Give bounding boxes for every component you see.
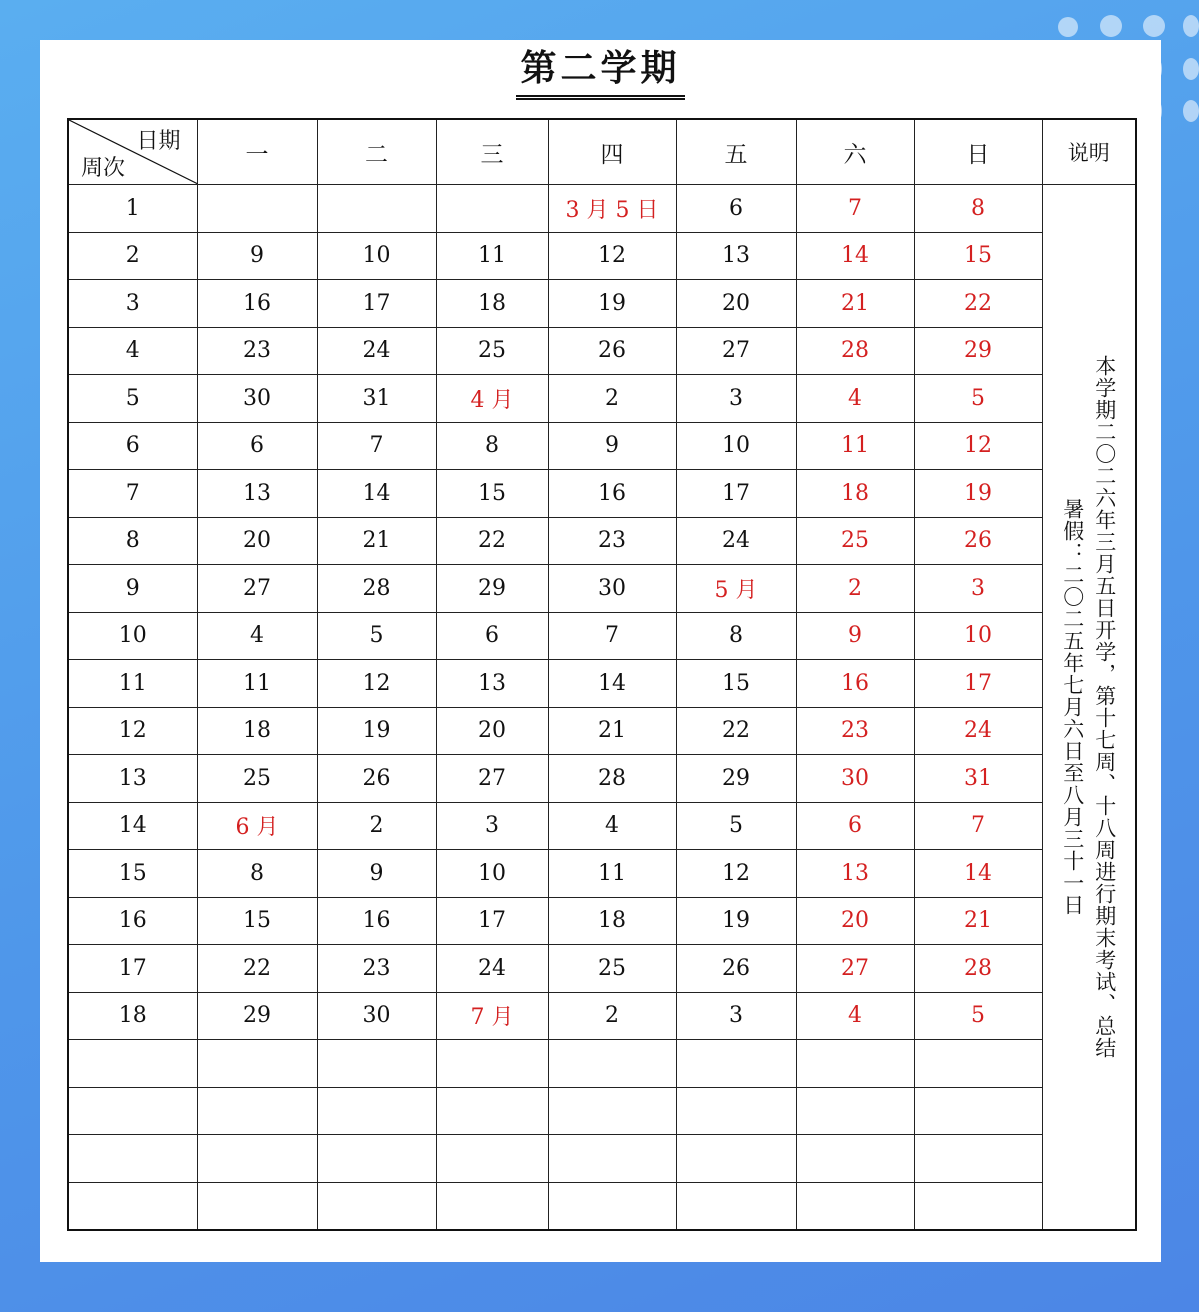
week-row — [68, 185, 1136, 233]
day-cell: 30 — [796, 755, 914, 803]
day-cell: 14 — [796, 232, 914, 280]
empty-cell — [197, 1040, 317, 1088]
day-cell: 30 — [317, 992, 436, 1040]
empty-cell — [197, 1087, 317, 1135]
day-cell: 26 — [676, 945, 796, 993]
day-cell: 13 — [676, 232, 796, 280]
empty-cell — [317, 1135, 436, 1183]
day-cell: 8 — [436, 422, 548, 470]
day-cell: 16 — [317, 897, 436, 945]
day-cell: 29 — [436, 565, 548, 613]
calendar-body — [68, 185, 1136, 1231]
day-cell: 30 — [548, 565, 676, 613]
empty-cell — [436, 1135, 548, 1183]
day-cell: 14 — [548, 660, 676, 708]
day-cell: 16 — [197, 280, 317, 328]
empty-cell — [676, 1040, 796, 1088]
day-cell: 12 — [548, 232, 676, 280]
day-cell: 5 — [914, 375, 1042, 423]
empty-cell — [68, 1182, 197, 1230]
day-cell: 17 — [317, 280, 436, 328]
day-cell: 24 — [914, 707, 1042, 755]
day-cell — [436, 185, 548, 233]
day-cell: 26 — [914, 517, 1042, 565]
week-number: 10 — [68, 612, 197, 660]
week-row — [68, 897, 1136, 945]
day-cell: 11 — [436, 232, 548, 280]
day-cell: 16 — [548, 470, 676, 518]
day-cell: 29 — [197, 992, 317, 1040]
note-text-block — [1043, 207, 1136, 1207]
day-header-sat: 六 — [796, 119, 914, 185]
day-cell: 8 — [676, 612, 796, 660]
day-cell: 15 — [914, 232, 1042, 280]
day-cell: 27 — [676, 327, 796, 375]
day-cell: 15 — [436, 470, 548, 518]
week-row — [68, 422, 1136, 470]
empty-cell — [548, 1040, 676, 1088]
day-cell: 6 — [436, 612, 548, 660]
week-row — [68, 802, 1136, 850]
week-number: 14 — [68, 802, 197, 850]
day-cell: 28 — [914, 945, 1042, 993]
empty-cell — [317, 1040, 436, 1088]
week-number: 7 — [68, 470, 197, 518]
day-cell: 10 — [914, 612, 1042, 660]
day-cell: 4 — [548, 802, 676, 850]
day-cell: 8 — [914, 185, 1042, 233]
day-cell: 4 月 — [436, 375, 548, 423]
day-cell: 2 — [548, 992, 676, 1040]
week-row — [68, 470, 1136, 518]
week-number: 12 — [68, 707, 197, 755]
empty-cell — [676, 1182, 796, 1230]
day-cell: 9 — [197, 232, 317, 280]
day-cell: 2 — [548, 375, 676, 423]
day-cell: 28 — [796, 327, 914, 375]
corner-week-label: 周次 — [81, 156, 126, 181]
empty-row — [68, 1135, 1136, 1183]
day-cell: 22 — [914, 280, 1042, 328]
day-cell: 24 — [317, 327, 436, 375]
day-cell: 19 — [676, 897, 796, 945]
day-header-thu: 四 — [548, 119, 676, 185]
day-cell: 7 — [796, 185, 914, 233]
day-cell: 19 — [914, 470, 1042, 518]
day-cell: 5 月 — [676, 565, 796, 613]
day-cell: 16 — [796, 660, 914, 708]
empty-cell — [914, 1087, 1042, 1135]
day-cell: 7 — [548, 612, 676, 660]
day-cell: 11 — [796, 422, 914, 470]
day-cell: 21 — [914, 897, 1042, 945]
week-number: 17 — [68, 945, 197, 993]
week-number: 2 — [68, 232, 197, 280]
day-header-sun: 日 — [914, 119, 1042, 185]
empty-cell — [914, 1135, 1042, 1183]
day-cell: 11 — [548, 850, 676, 898]
day-cell: 27 — [436, 755, 548, 803]
day-cell: 31 — [914, 755, 1042, 803]
day-cell: 12 — [676, 850, 796, 898]
empty-row — [68, 1182, 1136, 1230]
day-header-mon: 一 — [197, 119, 317, 185]
week-row — [68, 850, 1136, 898]
week-row — [68, 565, 1136, 613]
day-cell: 18 — [197, 707, 317, 755]
day-cell: 18 — [436, 280, 548, 328]
day-cell: 25 — [436, 327, 548, 375]
calendar-sheet — [40, 40, 1161, 1262]
day-cell: 28 — [317, 565, 436, 613]
day-cell: 4 — [197, 612, 317, 660]
empty-cell — [548, 1135, 676, 1183]
day-cell: 12 — [317, 660, 436, 708]
empty-cell — [436, 1087, 548, 1135]
week-number: 18 — [68, 992, 197, 1040]
day-cell: 5 — [914, 992, 1042, 1040]
day-cell: 23 — [548, 517, 676, 565]
day-cell: 5 — [317, 612, 436, 660]
week-row — [68, 375, 1136, 423]
day-cell: 19 — [317, 707, 436, 755]
week-row — [68, 612, 1136, 660]
day-cell: 3 — [676, 992, 796, 1040]
day-cell: 22 — [197, 945, 317, 993]
corner-header-cell — [68, 119, 197, 185]
note-semester-start: 本学期二〇二六年三月五日开学，第十七周、十八周进行期末考试、总结 — [1092, 355, 1117, 1059]
empty-cell — [68, 1040, 197, 1088]
empty-cell — [796, 1135, 914, 1183]
day-cell: 26 — [317, 755, 436, 803]
day-cell: 7 — [914, 802, 1042, 850]
day-cell: 23 — [317, 945, 436, 993]
day-cell: 14 — [317, 470, 436, 518]
day-cell: 3 — [676, 375, 796, 423]
day-cell: 20 — [796, 897, 914, 945]
day-cell: 17 — [676, 470, 796, 518]
empty-cell — [68, 1087, 197, 1135]
empty-cell — [676, 1135, 796, 1183]
empty-cell — [914, 1182, 1042, 1230]
week-number: 13 — [68, 755, 197, 803]
note-cell — [1042, 185, 1136, 1231]
day-cell: 9 — [317, 850, 436, 898]
week-row — [68, 517, 1136, 565]
empty-cell — [436, 1040, 548, 1088]
empty-row — [68, 1087, 1136, 1135]
day-cell: 25 — [197, 755, 317, 803]
day-cell: 13 — [796, 850, 914, 898]
day-cell: 10 — [676, 422, 796, 470]
day-cell: 4 — [796, 992, 914, 1040]
day-cell: 27 — [197, 565, 317, 613]
empty-cell — [436, 1182, 548, 1230]
empty-cell — [317, 1182, 436, 1230]
day-cell: 2 — [796, 565, 914, 613]
week-row — [68, 707, 1136, 755]
day-cell: 18 — [796, 470, 914, 518]
day-cell: 20 — [197, 517, 317, 565]
week-row — [68, 327, 1136, 375]
week-number: 9 — [68, 565, 197, 613]
day-cell: 10 — [436, 850, 548, 898]
note-header: 说明 — [1042, 119, 1136, 185]
week-number: 4 — [68, 327, 197, 375]
week-row — [68, 945, 1136, 993]
day-cell: 20 — [676, 280, 796, 328]
day-cell: 19 — [548, 280, 676, 328]
day-cell: 9 — [796, 612, 914, 660]
empty-cell — [317, 1087, 436, 1135]
day-cell: 27 — [796, 945, 914, 993]
note-summer-vacation: 暑假：二〇二五年七月六日至八月三十一日 — [1060, 498, 1085, 916]
empty-cell — [197, 1182, 317, 1230]
day-cell: 21 — [317, 517, 436, 565]
day-cell: 2 — [317, 802, 436, 850]
day-cell: 30 — [197, 375, 317, 423]
day-cell: 15 — [676, 660, 796, 708]
corner-date-label: 日期 — [136, 129, 181, 154]
empty-cell — [68, 1135, 197, 1183]
week-number: 8 — [68, 517, 197, 565]
week-number: 3 — [68, 280, 197, 328]
week-number: 11 — [68, 660, 197, 708]
day-cell: 29 — [676, 755, 796, 803]
day-cell: 11 — [197, 660, 317, 708]
day-cell: 20 — [436, 707, 548, 755]
day-cell: 12 — [914, 422, 1042, 470]
day-cell: 13 — [197, 470, 317, 518]
day-cell: 25 — [548, 945, 676, 993]
day-cell: 6 — [796, 802, 914, 850]
day-cell: 5 — [676, 802, 796, 850]
day-cell: 22 — [436, 517, 548, 565]
day-cell: 9 — [548, 422, 676, 470]
empty-cell — [796, 1087, 914, 1135]
empty-cell — [676, 1087, 796, 1135]
empty-row — [68, 1040, 1136, 1088]
week-number: 15 — [68, 850, 197, 898]
day-cell: 17 — [436, 897, 548, 945]
week-number: 1 — [68, 185, 197, 233]
day-cell: 4 — [796, 375, 914, 423]
day-cell: 31 — [317, 375, 436, 423]
day-cell: 28 — [548, 755, 676, 803]
day-cell: 13 — [436, 660, 548, 708]
day-cell: 8 — [197, 850, 317, 898]
day-header-wed: 三 — [436, 119, 548, 185]
empty-cell — [796, 1182, 914, 1230]
day-cell: 14 — [914, 850, 1042, 898]
day-cell: 18 — [548, 897, 676, 945]
day-cell: 23 — [197, 327, 317, 375]
day-cell: 3 月 5 日 — [548, 185, 676, 233]
week-number: 5 — [68, 375, 197, 423]
page-title: 第二学期 — [40, 48, 1161, 100]
week-row — [68, 232, 1136, 280]
empty-cell — [914, 1040, 1042, 1088]
day-cell: 22 — [676, 707, 796, 755]
week-number: 16 — [68, 897, 197, 945]
header-row — [68, 119, 1136, 185]
week-row — [68, 992, 1136, 1040]
empty-cell — [548, 1087, 676, 1135]
day-header-tue: 二 — [317, 119, 436, 185]
day-cell: 7 月 — [436, 992, 548, 1040]
empty-cell — [796, 1040, 914, 1088]
day-cell: 6 — [676, 185, 796, 233]
day-cell: 6 月 — [197, 802, 317, 850]
day-cell: 3 — [436, 802, 548, 850]
day-cell: 3 — [914, 565, 1042, 613]
day-cell: 15 — [197, 897, 317, 945]
empty-cell — [197, 1135, 317, 1183]
day-cell: 6 — [197, 422, 317, 470]
day-cell: 17 — [914, 660, 1042, 708]
day-cell — [197, 185, 317, 233]
day-cell: 10 — [317, 232, 436, 280]
day-cell: 21 — [548, 707, 676, 755]
day-header-fri: 五 — [676, 119, 796, 185]
day-cell: 7 — [317, 422, 436, 470]
day-cell: 26 — [548, 327, 676, 375]
day-cell — [317, 185, 436, 233]
week-row — [68, 660, 1136, 708]
day-cell: 24 — [676, 517, 796, 565]
day-cell: 21 — [796, 280, 914, 328]
semester-calendar-table — [67, 118, 1137, 1231]
week-number: 6 — [68, 422, 197, 470]
day-cell: 29 — [914, 327, 1042, 375]
day-cell: 25 — [796, 517, 914, 565]
week-row — [68, 280, 1136, 328]
day-cell: 24 — [436, 945, 548, 993]
empty-cell — [548, 1182, 676, 1230]
week-row — [68, 755, 1136, 803]
day-cell: 23 — [796, 707, 914, 755]
